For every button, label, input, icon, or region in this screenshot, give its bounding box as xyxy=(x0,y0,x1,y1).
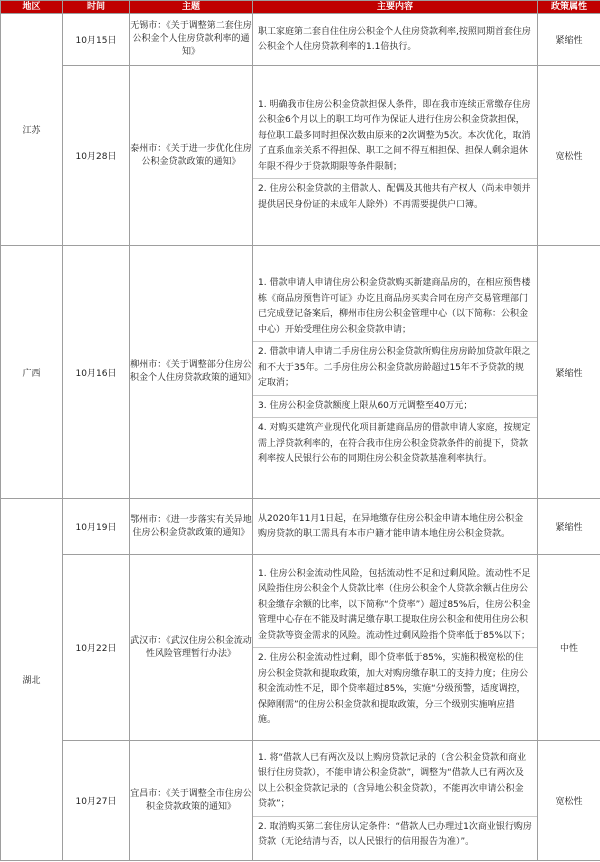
title-cell: 柳州市：《关于调整部分住房公积金个人住房贷款政策的通知》 xyxy=(130,246,253,499)
table-row xyxy=(1,499,600,555)
content-item: 4. 对购买建筑产业现代化项目新建商品房的借款申请人家庭，按规定需上浮贷款利率的，在符合我市住房公积金贷款条件的前提下，贷款利率按人民银行公布的同期住房公积金贷款基准利率执行。 xyxy=(253,417,537,471)
content-item: 职工家庭第二套自住住房公积金个人住房贷款利率,按照同期首套住房公积金个人住房贷款利率的1.1倍执行。 xyxy=(258,26,531,52)
region-cell: 江苏 xyxy=(1,14,63,246)
header-content: 主要内容 xyxy=(253,1,538,14)
header-title: 主题 xyxy=(130,1,253,14)
nature-cell: 中性 xyxy=(538,555,600,741)
region-cell: 广西 xyxy=(1,246,63,499)
content-item: 1. 明确我市住房公积金贷款担保人条件，即在我市连续正常缴存住房公积金6个月以上的职工均可作为保证人进行住房公积金贷款担保，每位职工最多同时担保次数由原来的2次调整为5次。本次优化，取消了直系血亲关系不得担保、职工之间不得互相担保、担保人剩余退休年限不得少于贷款期限等条件限制； xyxy=(258,99,531,172)
date-cell: 10月22日 xyxy=(63,555,130,741)
nature-cell: 紧缩性 xyxy=(538,499,600,555)
header-date: 时间 xyxy=(63,1,130,14)
date-cell: 10月16日 xyxy=(63,246,130,499)
content-cell xyxy=(253,555,538,741)
content-item: 2. 取消购买第二套住房认定条件：“借款人已办理过1次商业银行购房贷款（无论结清与否，以人民银行的信用报告为准）”。 xyxy=(253,816,537,854)
date-cell: 10月27日 xyxy=(63,741,130,861)
title-cell: 鄂州市：《进一步落实有关异地住房公积金贷款政策的通知》 xyxy=(130,499,253,555)
content-cell xyxy=(253,66,538,246)
content-cell xyxy=(253,14,538,66)
content-item: 1. 将“借款人已有两次及以上购房贷款记录的（含公积金贷款和商业银行住房贷款），不能申请公积金贷款”，调整为“借款人已有两次及以上公积金贷款记录的（含异地公积金贷款），不能再次申请公积金贷款”； xyxy=(258,752,527,809)
content-item: 1. 借款申请人申请住房公积金贷款购买新建商品房的，在相应预售楼栋《商品房预售许可证》办讫且商品房买卖合同在房产交易管理部门已完成登记备案后，柳州市住房公积金管理中心（以下简称：公积金中心）开始受理住房公积金贷款申请； xyxy=(258,278,531,335)
content-cell xyxy=(253,246,538,499)
nature-cell: 宽松性 xyxy=(538,741,600,861)
nature-cell: 紧缩性 xyxy=(538,246,600,499)
title-cell: 宜昌市：《关于调整全市住房公积金贷款政策的通知》 xyxy=(130,741,253,861)
table-row xyxy=(1,741,600,861)
title-cell: 泰州市：《关于进一步优化住房公积金贷款政策的通知》 xyxy=(130,66,253,246)
table-row xyxy=(1,66,600,246)
date-cell: 10月15日 xyxy=(63,14,130,66)
date-cell: 10月28日 xyxy=(63,66,130,246)
header-region: 地区 xyxy=(1,1,63,14)
content-item: 3. 住房公积金贷款额度上限从60万元调整至40万元； xyxy=(253,395,537,418)
table-row xyxy=(1,246,600,499)
content-item: 1. 住房公积金流动性风险，包括流动性不足和过剩风险。流动性不足风险指住房公积金个人贷款比率（住房公积金个人贷款余额占住房公积金缴存余额的比率，以下简称“个贷率”）超过85%后，住房公积金管理中心存在不能及时满足缴存职工提取住房公积金和使用住房公积金贷款等资金需求的风险。流动性过剩风险指个贷率低于85%以下； xyxy=(258,568,531,641)
content-item: 2. 住房公积金贷款的主借款人、配偶及其他共有产权人（尚未申领并提供居民身份证的未成年人除外）不再需要提供户口簿。 xyxy=(253,178,537,216)
content-cell xyxy=(253,741,538,861)
header-nature: 政策属性 xyxy=(538,1,600,14)
content-cell xyxy=(253,499,538,555)
content-item: 从2020年11月1日起，在异地缴存住房公积金申请本地住房公积金购房贷款的职工需具有本市户籍才能申请本地住房公积金贷款。 xyxy=(258,513,524,539)
region-cell: 湖北 xyxy=(1,499,63,861)
table-row xyxy=(1,14,600,66)
header-row xyxy=(1,1,600,14)
date-cell: 10月19日 xyxy=(63,499,130,555)
title-cell: 武汉市：《武汉住房公积金流动性风险管理暂行办法》 xyxy=(130,555,253,741)
table-row xyxy=(1,555,600,741)
content-item: 2. 住房公积金流动性过剩，即个贷率低于85%，实施积极宽松的住房公积金贷款和提取政策，加大对购房缴存职工的支持力度；住房公积金流动性不足，即个贷率超过85%，实施“分级预警，适度调控，保障刚需”的住房公积金贷款和提取政策，分三个级别实施响应措施。 xyxy=(253,647,537,732)
content-item: 2. 借款申请人申请二手房住房公积金贷款所购住房房龄加贷款年限之和不大于35年。二手房住房公积金贷款房龄超过15年不予贷款的规定取消； xyxy=(253,341,537,395)
title-cell: 无锡市：《关于调整第二套住房公积金个人住房贷款利率的通知》 xyxy=(130,14,253,66)
nature-cell: 宽松性 xyxy=(538,66,600,246)
nature-cell: 紧缩性 xyxy=(538,14,600,66)
